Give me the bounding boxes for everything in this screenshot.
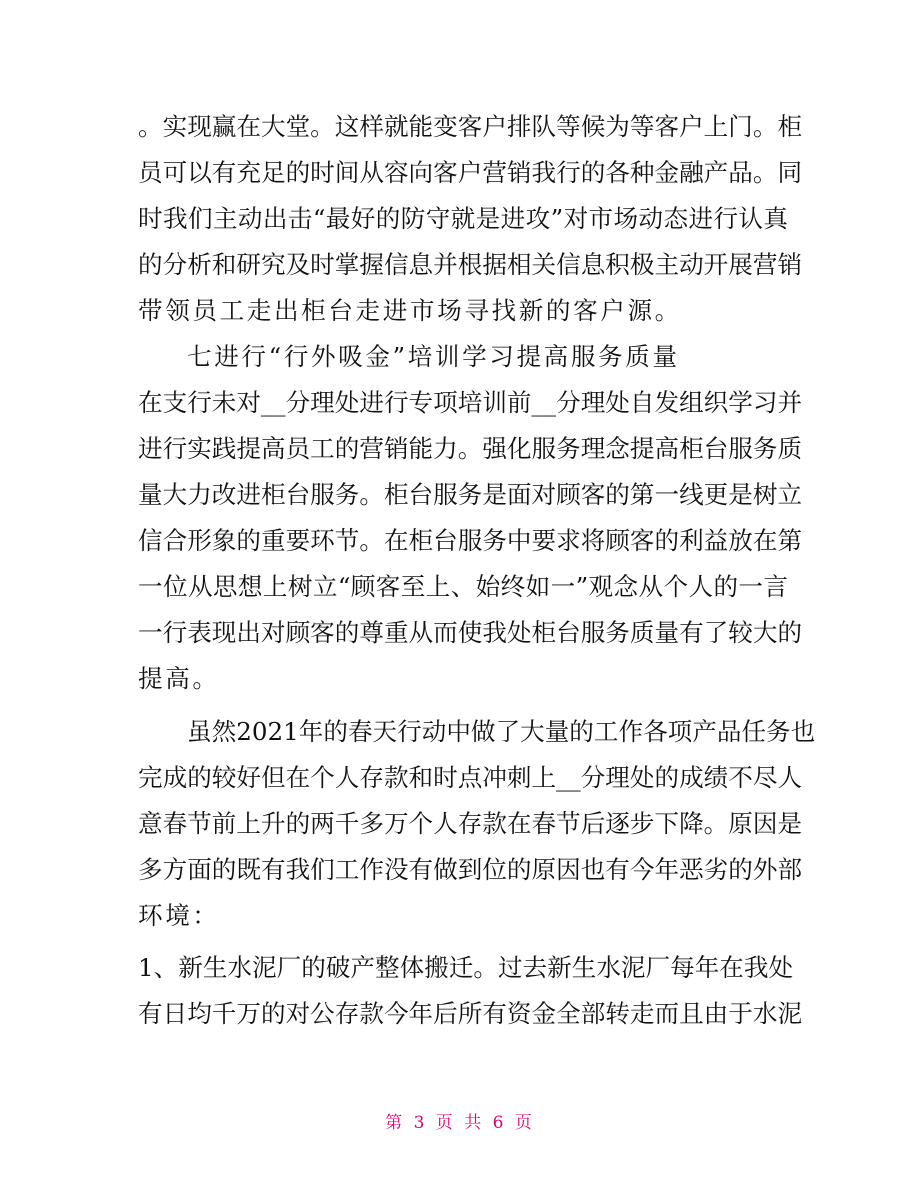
text-line: 一位从思想上树立“顾客至上、始终如一”观念从个人的一言 bbox=[138, 572, 788, 601]
section-heading: 七进行“行外吸金”培训学习提高服务质量 bbox=[187, 342, 680, 371]
text-line: 意春节前上升的两千多万个人存款在春节后逐步下降。原因是 bbox=[138, 809, 803, 838]
text-line: 虽然2021年的春天行动中做了大量的工作各项产品任务也 bbox=[187, 717, 816, 746]
text-line: 的分析和研究及时掌握信息并根据相关信息积极主动开展营销 bbox=[138, 250, 803, 279]
text-line: 一行表现出对顾客的尊重从而使我处柜台服务质量有了较大的 bbox=[138, 618, 803, 647]
text-line: 多方面的既有我们工作没有做到位的原因也有今年恶劣的外部 bbox=[138, 855, 803, 884]
text-line: 提高。 bbox=[138, 664, 220, 693]
page-number-footer: 第 3 页 共 6 页 bbox=[385, 1113, 535, 1133]
text-line: 信合形象的重要环节。在柜台服务中要求将顾客的利益放在第 bbox=[138, 526, 803, 555]
text-line: 有日均千万的对公存款今年后所有资金全部转走而且由于水泥 bbox=[138, 999, 803, 1028]
text-line: 时我们主动出击“最好的防守就是进攻”对市场动态进行认真 bbox=[138, 204, 788, 233]
text-line: 量大力改进柜台服务。柜台服务是面对顾客的第一线更是树立 bbox=[138, 480, 803, 509]
text-line: 完成的较好但在个人存款和时点冲刺上__分理处的成绩不尽人 bbox=[138, 763, 803, 792]
text-line: 。实现赢在大堂。这样就能变客户排队等候为等客户上门。柜 bbox=[138, 112, 803, 141]
text-line: 1、新生水泥厂的破产整体搬迁。过去新生水泥厂每年在我处 bbox=[138, 953, 794, 982]
text-line: 进行实践提高员工的营销能力。强化服务理念提高柜台服务质 bbox=[138, 434, 803, 463]
text-line: 员可以有充足的时间从容向客户营销我行的各种金融产品。同 bbox=[138, 158, 803, 187]
text-line: 带领员工走出柜台走进市场寻找新的客户源。 bbox=[138, 296, 682, 325]
text-line: 环境： bbox=[138, 901, 220, 930]
text-line: 在支行未对__分理处进行专项培训前__分理处自发组织学习并 bbox=[138, 388, 803, 417]
